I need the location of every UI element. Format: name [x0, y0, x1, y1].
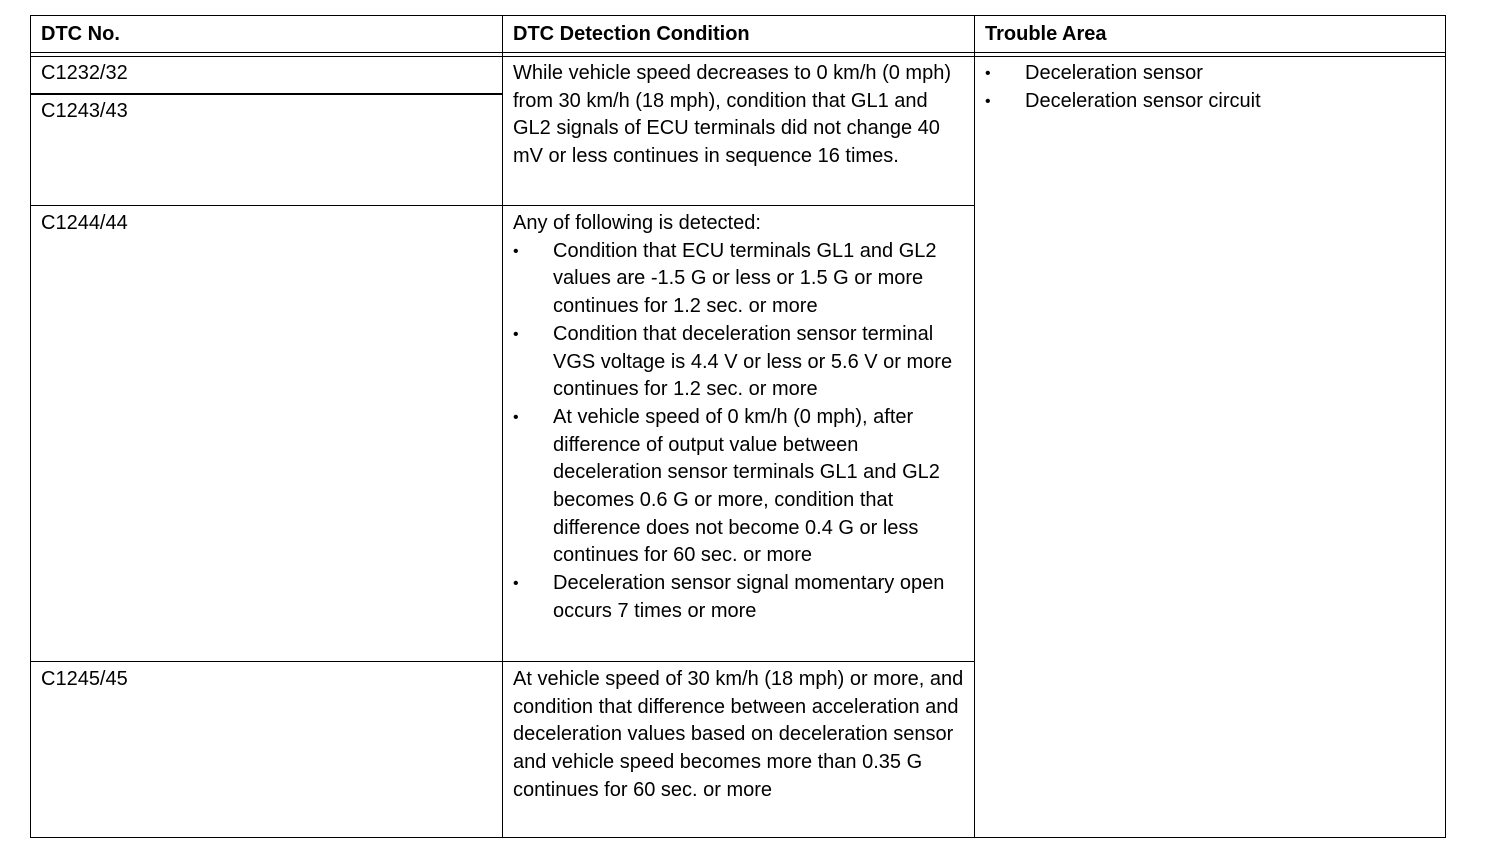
column-divider	[502, 16, 503, 837]
condition-intro: Any of following is detected:	[513, 212, 761, 234]
condition-item: • At vehicle speed of 0 km/h (0 mph), after difference of output value between deceleration sensor terminals GL1 and GL2 becomes 0.6 G or more, condition that difference does not become 0.4 G or less continues for 60 sec. or more	[513, 404, 965, 570]
detection-condition-text	[513, 60, 965, 171]
detection-condition-list	[513, 210, 965, 626]
row-divider	[31, 661, 975, 662]
trouble-area-cell	[985, 60, 1435, 115]
header-detection-condition: DTC Detection Condition	[513, 23, 750, 45]
header-rule	[31, 56, 1445, 57]
trouble-area-item: • Deceleration sensor	[985, 60, 1435, 88]
dtc-code: C1232/32	[41, 62, 128, 84]
dtc-code: C1244/44	[41, 212, 128, 234]
detection-condition-text	[513, 666, 965, 805]
dtc-code: C1245/45	[41, 668, 128, 690]
condition-items	[513, 238, 965, 626]
dtc-code: C1243/43	[41, 100, 128, 122]
condition-paragraph: At vehicle speed of 30 km/h (18 mph) or more, and condition that difference between acceleration and deceleration values based on deceleration sensor and vehicle speed becomes more than 0.35 G continues for 60 sec. or more	[513, 668, 964, 801]
row-divider	[31, 205, 975, 206]
dtc-table	[30, 15, 1446, 838]
row-divider	[31, 93, 502, 95]
header-dtc-no: DTC No.	[41, 23, 120, 45]
trouble-area-list	[985, 60, 1435, 115]
condition-item: • Condition that ECU terminals GL1 and GL2 values are -1.5 G or less or 1.5 G or more continues for 1.2 sec. or more	[513, 238, 965, 321]
condition-paragraph: While vehicle speed decreases to 0 km/h (0 mph) from 30 km/h (18 mph), condition that GL1 and GL2 signals of ECU terminals did not change 40 mV or less continues in sequence 16 times.	[513, 62, 951, 168]
column-divider	[974, 16, 975, 837]
trouble-area-item: • Deceleration sensor circuit	[985, 88, 1435, 116]
header-trouble-area: Trouble Area	[985, 23, 1107, 45]
condition-item: • Deceleration sensor signal momentary open occurs 7 times or more	[513, 570, 965, 625]
condition-item: • Condition that deceleration sensor terminal VGS voltage is 4.4 V or less or 5.6 V or more continues for 1.2 sec. or more	[513, 321, 965, 404]
